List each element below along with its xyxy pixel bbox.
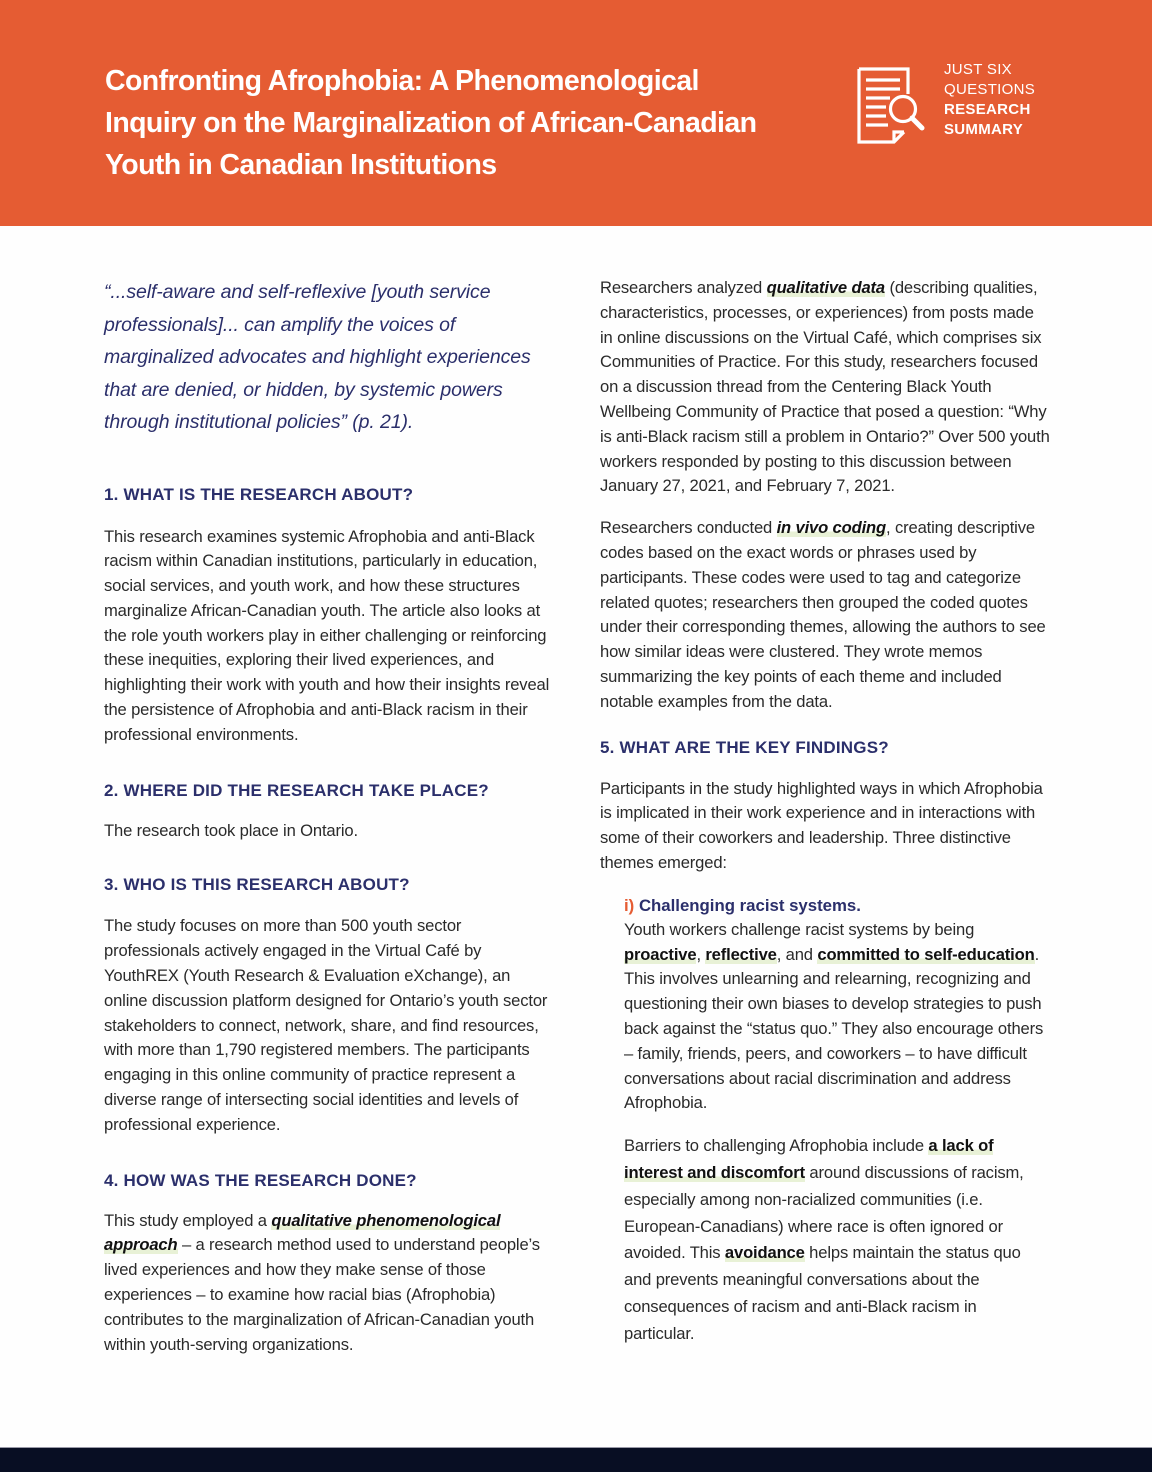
left-column: [104, 276, 554, 1357]
text: , creating descriptive codes based on the exact words or phrases used by participants. These codes were used to tag and categorize related quotes; researchers then grouped the coded quotes under their corresponding themes, allowing the authors to see how similar ideas were clustered. They wrote memos summarizing the key points of each theme and included notable examples from the data.: [600, 518, 1046, 711]
text: This study employed a: [104, 1210, 272, 1230]
pull-quote: “...self-aware and self-reflexive [youth service professionals]... can amplify the voices of marginalized advocates and highlight experiences that are denied, or hidden, by systemic powers through institutional policies” (p. 21).: [104, 281, 531, 433]
text: helps maintain the status quo and prevents meaningful conversations about the consequences of racism and anti-Black racism in particular.: [624, 1243, 1021, 1343]
text: , and: [776, 944, 818, 964]
theme-body: [624, 918, 1050, 1116]
key-term-highlight: a lack of interest and discomfort: [624, 1136, 994, 1182]
text: – a research method used to understand people’s lived experiences and how they make sense of those experiences – to examine how racial bias (Afrophobia) contributes to the marginalization of African-Canadian youth within youth-serving organizations.: [104, 1235, 540, 1354]
key-term-highlight: avoidance: [724, 1243, 805, 1263]
text: Researchers analyzed: [600, 278, 767, 297]
key-term-highlight: proactive: [624, 944, 697, 964]
document-magnifier-icon: [856, 66, 926, 146]
section-heading-5: 5. WHAT ARE THE KEY FINDINGS?: [600, 737, 889, 757]
theme-title: [624, 894, 1050, 918]
text: Barriers to challenging Afrophobia include: [624, 1136, 929, 1156]
document-title: [105, 60, 825, 186]
section-body-3: The study focuses on more than 500 youth sector professionals actively engaged in the Virtual Café by YouthREX (Youth Research & Evaluation eXchange), an online discussion platform designed for Ontario’s youth sector stakeholders to connect, network, share, and find resources, with more than 1,790 registered members. The participants engaging in this online community of practice represent a diverse range of intersecting social identities and levels of professional experience.: [104, 916, 548, 1134]
text: . This involves unlearning and relearning, recognizing and questioning their own biases to develop strategies to push back against the “status quo.” They also encourage others – family, friends, peers, and coworkers – to have difficult conversations about racial discrimination and address Afrophobia.: [624, 944, 1044, 1113]
badge-label: [944, 60, 1035, 140]
section-body-4-p3: [600, 516, 1050, 714]
title-line: Inquiry on the Marginalization of African-Canadian: [105, 107, 757, 139]
theme-title-text: Challenging racist systems.: [638, 895, 861, 915]
key-term-highlight: in vivo coding: [776, 518, 887, 538]
section-heading-2: 2. WHERE DID THE RESEARCH TAKE PLACE?: [104, 780, 489, 800]
text: Researchers conducted: [600, 518, 777, 538]
section-body-4-p2: [600, 276, 1050, 499]
section-heading-3: 3. WHO IS THIS RESEARCH ABOUT?: [104, 875, 410, 895]
key-term-highlight: reflective: [705, 944, 777, 964]
section-body-2: The research took place in Ontario.: [104, 820, 358, 840]
footer-bar: [0, 1448, 1152, 1472]
section-body-1: This research examines systemic Afrophobia and anti-Black racism within Canadian institutions, particularly in education, social services, and youth work, and how these structures marginalize African-Canadian youth. The article also looks at the role youth workers play in either challenging or reinforcing these inequities, exploring their lived experiences, and highlighting their work with youth and how their insights reveal the persistence of Afrophobia and anti-Black racism in their professional environments.: [104, 526, 550, 744]
section-heading-1: 1. WHAT IS THE RESEARCH ABOUT?: [104, 484, 414, 504]
section-body-5-intro: Participants in the study highlighted ways in which Afrophobia is implicated in their work experience and in interactions with some of their coworkers and leadership. Three distinctive themes emerged:: [600, 778, 1043, 872]
text: Youth workers challenge racist systems by being: [624, 919, 975, 939]
badge-line: JUST SIX: [944, 61, 1012, 78]
text: around discussions of racism, especially among non-racialized communities (i.e. European-Canadians) where race is often ignored or avoided. This: [624, 1162, 1024, 1263]
theme-1: [600, 894, 1050, 1348]
title-line: Confronting Afrophobia: A Phenomenological: [105, 65, 699, 97]
badge-line: SUMMARY: [944, 121, 1024, 138]
title-line: Youth in Canadian Institutions: [105, 149, 497, 181]
text: ,: [696, 944, 706, 964]
right-column: [600, 276, 1050, 1347]
badge-line: QUESTIONS: [944, 81, 1036, 98]
text: (describing qualities, characteristics, processes, or experiences) from posts made in online discussions on the Virtual Café, which comprises six Communities of Practice. For this study, researchers focused on a discussion thread from the Centering Black Youth Wellbeing Community of Practice that posed a question: “Why is anti-Black racism still a problem in Ontario?” Over 500 youth workers responded by posting to this discussion between January 27, 2021, and February 7, 2021.: [600, 278, 1050, 496]
theme-number: i): [624, 895, 635, 915]
barriers-body: [624, 1133, 1050, 1347]
section-body-4-p1: [104, 1209, 554, 1358]
section-heading-4: 4. HOW WAS THE RESEARCH DONE?: [104, 1170, 417, 1190]
key-term-highlight: committed to self-education: [817, 944, 1035, 964]
key-term-highlight: qualitative data: [766, 278, 885, 297]
header-banner: [0, 0, 1152, 226]
research-summary-badge: [856, 61, 1036, 146]
key-term-highlight: qualitative phenomenological approach: [104, 1210, 501, 1255]
badge-line: RESEARCH: [944, 101, 1031, 118]
